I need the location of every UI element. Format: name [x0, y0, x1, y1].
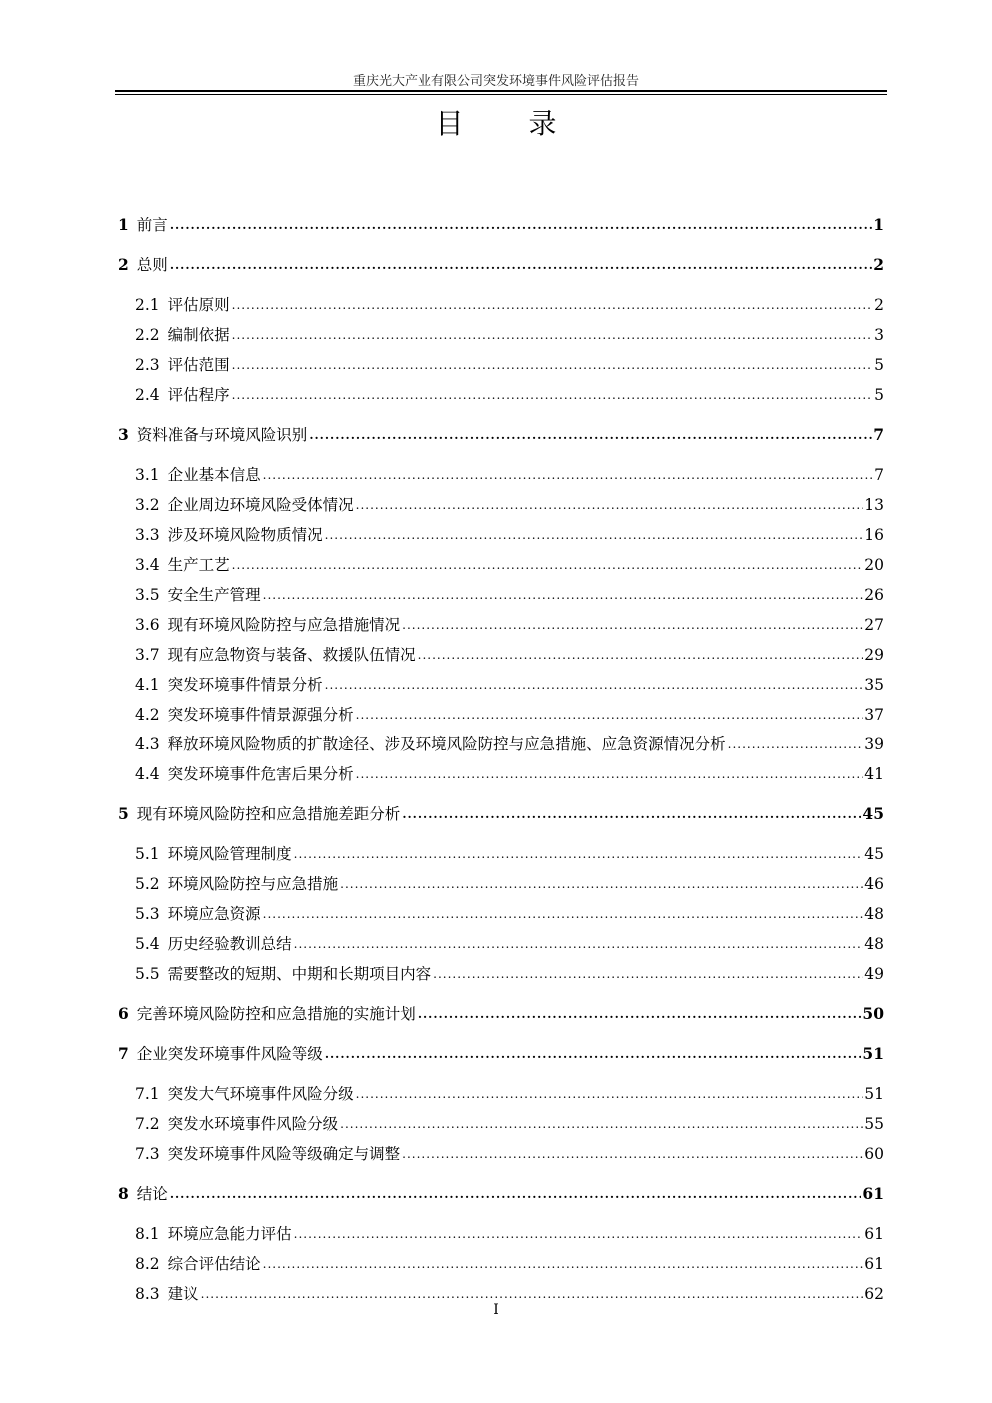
- toc-dot-leader: [201, 1287, 864, 1301]
- toc-entry-label: 安全生产管理: [167, 586, 261, 604]
- toc-entry[interactable]: [118, 523, 884, 545]
- toc-entry-page: 7: [874, 466, 884, 484]
- toc-entry-label: 评估范围: [167, 356, 230, 374]
- toc-entry-page: 61: [862, 1184, 884, 1203]
- toc-entry-label: 现有环境风险防控和应急措施差距分析: [136, 805, 401, 823]
- toc-dot-leader: [232, 558, 864, 572]
- toc-dot-leader: [433, 967, 863, 981]
- toc-entry-page: 20: [864, 556, 884, 574]
- toc-dot-leader: [356, 1087, 864, 1101]
- toc-entry-page: 55: [864, 1115, 884, 1133]
- toc-entry-label: 需要整改的短期、中期和长期项目内容: [167, 965, 432, 983]
- toc-entry-page: 3: [874, 326, 884, 344]
- toc-entry-number: 4.4: [135, 765, 160, 783]
- toc-entry-label: 突发大气环境事件风险分级: [167, 1085, 354, 1103]
- toc-entry-number: 5.1: [135, 845, 160, 863]
- toc-entry-number: 6: [118, 1004, 129, 1023]
- toc-entry-page: 48: [864, 935, 884, 953]
- toc-entry-label: 环境风险防控与应急措施: [167, 875, 339, 893]
- toc-entry[interactable]: [118, 1002, 884, 1024]
- toc-dot-leader: [325, 678, 864, 692]
- toc-entry[interactable]: [118, 1182, 884, 1204]
- toc-entry-page: 45: [864, 845, 884, 863]
- toc-entry-number: 4.1: [135, 676, 160, 694]
- toc-entry-page: 27: [864, 616, 884, 634]
- toc-entry[interactable]: [118, 253, 884, 275]
- footer-page-number: I: [493, 1302, 499, 1318]
- toc-entry-label: 建议: [167, 1285, 199, 1303]
- toc-entry-number: 7.3: [135, 1145, 160, 1163]
- toc-entry[interactable]: [118, 802, 884, 824]
- toc-entry-label: 突发环境事件风险等级确定与调整: [167, 1145, 401, 1163]
- toc-entry-page: 13: [864, 496, 884, 514]
- toc-entry-number: 2.2: [135, 326, 160, 344]
- toc-entry-page: 49: [864, 965, 884, 983]
- toc-entry-number: 4.3: [135, 735, 160, 753]
- toc-entry-number: 3.6: [135, 616, 160, 634]
- toc-dot-leader: [170, 258, 872, 272]
- toc-entry-label: 现有应急物资与装备、救援队伍情况: [167, 646, 416, 664]
- toc-entry-number: 8: [118, 1184, 129, 1203]
- toc-entry-number: 7.2: [135, 1115, 160, 1133]
- toc-entry-number: 7: [118, 1044, 129, 1063]
- toc-entry-page: 5: [874, 356, 884, 374]
- toc-entry[interactable]: [118, 842, 884, 864]
- toc-entry[interactable]: [118, 673, 884, 695]
- toc-entry-number: 2.1: [135, 296, 160, 314]
- toc-entry-label: 企业突发环境事件风险等级: [136, 1045, 323, 1063]
- toc-dot-leader: [402, 1147, 863, 1161]
- toc-entry-page: 51: [864, 1085, 884, 1103]
- toc-dot-leader: [232, 388, 873, 402]
- toc-entry[interactable]: [118, 553, 884, 575]
- toc-entry[interactable]: [118, 1222, 884, 1244]
- toc-dot-leader: [263, 907, 864, 921]
- toc-entry-label: 综合评估结论: [167, 1255, 261, 1273]
- toc-dot-leader: [263, 468, 873, 482]
- toc-entry-label: 资料准备与环境风险识别: [136, 426, 308, 444]
- toc-dot-leader: [418, 1007, 862, 1021]
- toc-entry-number: 8.3: [135, 1285, 160, 1303]
- toc-entry[interactable]: [118, 962, 884, 984]
- toc-entry-number: 3.7: [135, 646, 160, 664]
- toc-entry-label: 突发环境事件危害后果分析: [167, 765, 354, 783]
- toc-entry[interactable]: [118, 1112, 884, 1134]
- toc-entry-number: 2: [118, 255, 129, 274]
- toc-entry-number: 8.2: [135, 1255, 160, 1273]
- toc-dot-leader: [356, 767, 864, 781]
- toc-entry[interactable]: [118, 1252, 884, 1274]
- toc-entry-number: 5.3: [135, 905, 160, 923]
- toc-dot-leader: [294, 937, 864, 951]
- toc-entry-page: 7: [873, 425, 884, 444]
- toc-entry[interactable]: [118, 703, 884, 725]
- toc-dot-leader: [728, 737, 864, 751]
- toc-entry-page: 2: [874, 296, 884, 314]
- toc-entry[interactable]: [118, 762, 884, 784]
- toc-dot-leader: [309, 428, 872, 442]
- header-rule: [115, 90, 887, 92]
- toc-entry[interactable]: [118, 293, 884, 315]
- toc-entry-page: 61: [864, 1255, 884, 1273]
- toc-entry-label: 企业基本信息: [167, 466, 261, 484]
- toc-entry-label: 现有环境风险防控与应急措施情况: [167, 616, 401, 634]
- toc-dot-leader: [325, 528, 864, 542]
- toc-entry-label: 前言: [136, 216, 168, 234]
- toc-entry-number: 5: [118, 804, 129, 823]
- toc-entry-number: 7.1: [135, 1085, 160, 1103]
- toc-entry-number: 3.1: [135, 466, 160, 484]
- toc-entry-number: 5.5: [135, 965, 160, 983]
- toc-entry-label: 评估原则: [167, 296, 230, 314]
- toc-dot-leader: [356, 498, 864, 512]
- toc-entry-page: 61: [864, 1225, 884, 1243]
- toc-entry-page: 48: [864, 905, 884, 923]
- toc-entry-number: 3.2: [135, 496, 160, 514]
- toc-entry-number: 5.4: [135, 935, 160, 953]
- toc-entry-number: 3: [118, 425, 129, 444]
- toc-dot-leader: [402, 618, 863, 632]
- toc-entry[interactable]: [118, 1282, 884, 1304]
- toc-dot-leader: [170, 1187, 862, 1201]
- toc-entry-page: 5: [874, 386, 884, 404]
- document-header-title: 重庆光大产业有限公司突发环境事件风险评估报告: [352, 74, 639, 89]
- header-rule-thin: [115, 94, 887, 95]
- toc-entry-number: 2.3: [135, 356, 160, 374]
- toc-entry-page: 46: [864, 875, 884, 893]
- toc-dot-leader: [294, 1227, 864, 1241]
- toc-entry-label: 突发环境事件情景源强分析: [167, 706, 354, 724]
- toc-entry[interactable]: [118, 323, 884, 345]
- toc-dot-leader: [340, 1117, 863, 1131]
- toc-entry-page: 50: [862, 1004, 884, 1023]
- toc-dot-leader: [263, 588, 864, 602]
- toc-entry[interactable]: [118, 643, 884, 665]
- toc-entry-number: 5.2: [135, 875, 160, 893]
- toc-entry-number: 3.4: [135, 556, 160, 574]
- toc-entry-label: 环境应急资源: [167, 905, 261, 923]
- toc-entry-label: 释放环境风险物质的扩散途径、涉及环境风险防控与应急措施、应急资源情况分析: [167, 735, 726, 753]
- toc-entry[interactable]: [118, 353, 884, 375]
- toc-entry-number: 4.2: [135, 706, 160, 724]
- toc-entry[interactable]: [118, 732, 884, 754]
- toc-entry[interactable]: [118, 1142, 884, 1164]
- toc-entry[interactable]: [118, 613, 884, 635]
- toc-entry-number: 1: [118, 215, 129, 234]
- toc-entry-label: 完善环境风险防控和应急措施的实施计划: [136, 1005, 416, 1023]
- toc-entry[interactable]: [118, 932, 884, 954]
- toc-dot-leader: [294, 847, 864, 861]
- toc-dot-leader: [402, 807, 861, 821]
- toc-entry-page: 60: [864, 1145, 884, 1163]
- toc-entry-number: 8.1: [135, 1225, 160, 1243]
- toc-entry-page: 35: [864, 676, 884, 694]
- toc-dot-leader: [356, 708, 864, 722]
- toc-entry-label: 编制依据: [167, 326, 230, 344]
- toc-entry[interactable]: [118, 213, 884, 235]
- toc-entry-page: 37: [864, 706, 884, 724]
- toc-entry-label: 历史经验教训总结: [167, 935, 292, 953]
- toc-entry-label: 突发水环境事件风险分级: [167, 1115, 339, 1133]
- toc-entry[interactable]: [118, 583, 884, 605]
- toc-entry-number: 3.3: [135, 526, 160, 544]
- toc-dot-leader: [232, 298, 873, 312]
- toc-entry-page: 51: [862, 1044, 884, 1063]
- toc-title: 目 录: [435, 107, 585, 140]
- toc-entry[interactable]: [118, 383, 884, 405]
- toc-entry-number: 3.5: [135, 586, 160, 604]
- toc-dot-leader: [170, 218, 872, 232]
- toc-entry-label: 生产工艺: [167, 556, 230, 574]
- toc-entry[interactable]: [118, 493, 884, 515]
- toc-entry-label: 环境应急能力评估: [167, 1225, 292, 1243]
- toc-entry-page: 26: [864, 586, 884, 604]
- toc-entry[interactable]: [118, 902, 884, 924]
- toc-entry[interactable]: [118, 423, 884, 445]
- toc-entry-page: 62: [864, 1285, 884, 1303]
- toc-entry-page: 29: [864, 646, 884, 664]
- toc-dot-leader: [263, 1257, 864, 1271]
- toc-entry[interactable]: [118, 1082, 884, 1104]
- toc-entry-page: 45: [862, 804, 884, 823]
- toc-entry-page: 16: [864, 526, 884, 544]
- toc-entry[interactable]: [118, 872, 884, 894]
- toc-entry-label: 环境风险管理制度: [167, 845, 292, 863]
- toc-entry-label: 总则: [136, 256, 168, 274]
- toc-entry-page: 2: [873, 255, 884, 274]
- toc-entry-label: 企业周边环境风险受体情况: [167, 496, 354, 514]
- toc-entry-label: 评估程序: [167, 386, 230, 404]
- toc-entry-page: 1: [873, 215, 884, 234]
- toc-entry-page: 41: [864, 765, 884, 783]
- toc-entry[interactable]: [118, 463, 884, 485]
- toc-entry-label: 突发环境事件情景分析: [167, 676, 323, 694]
- toc-dot-leader: [418, 648, 864, 662]
- toc-dot-leader: [232, 328, 873, 342]
- toc-entry-label: 涉及环境风险物质情况: [167, 526, 323, 544]
- toc-dot-leader: [325, 1047, 862, 1061]
- toc-entry-number: 2.4: [135, 386, 160, 404]
- toc-entry-label: 结论: [136, 1185, 168, 1203]
- toc-dot-leader: [340, 877, 863, 891]
- toc-dot-leader: [232, 358, 873, 372]
- toc-entry-page: 39: [864, 735, 884, 753]
- toc-entry[interactable]: [118, 1042, 884, 1064]
